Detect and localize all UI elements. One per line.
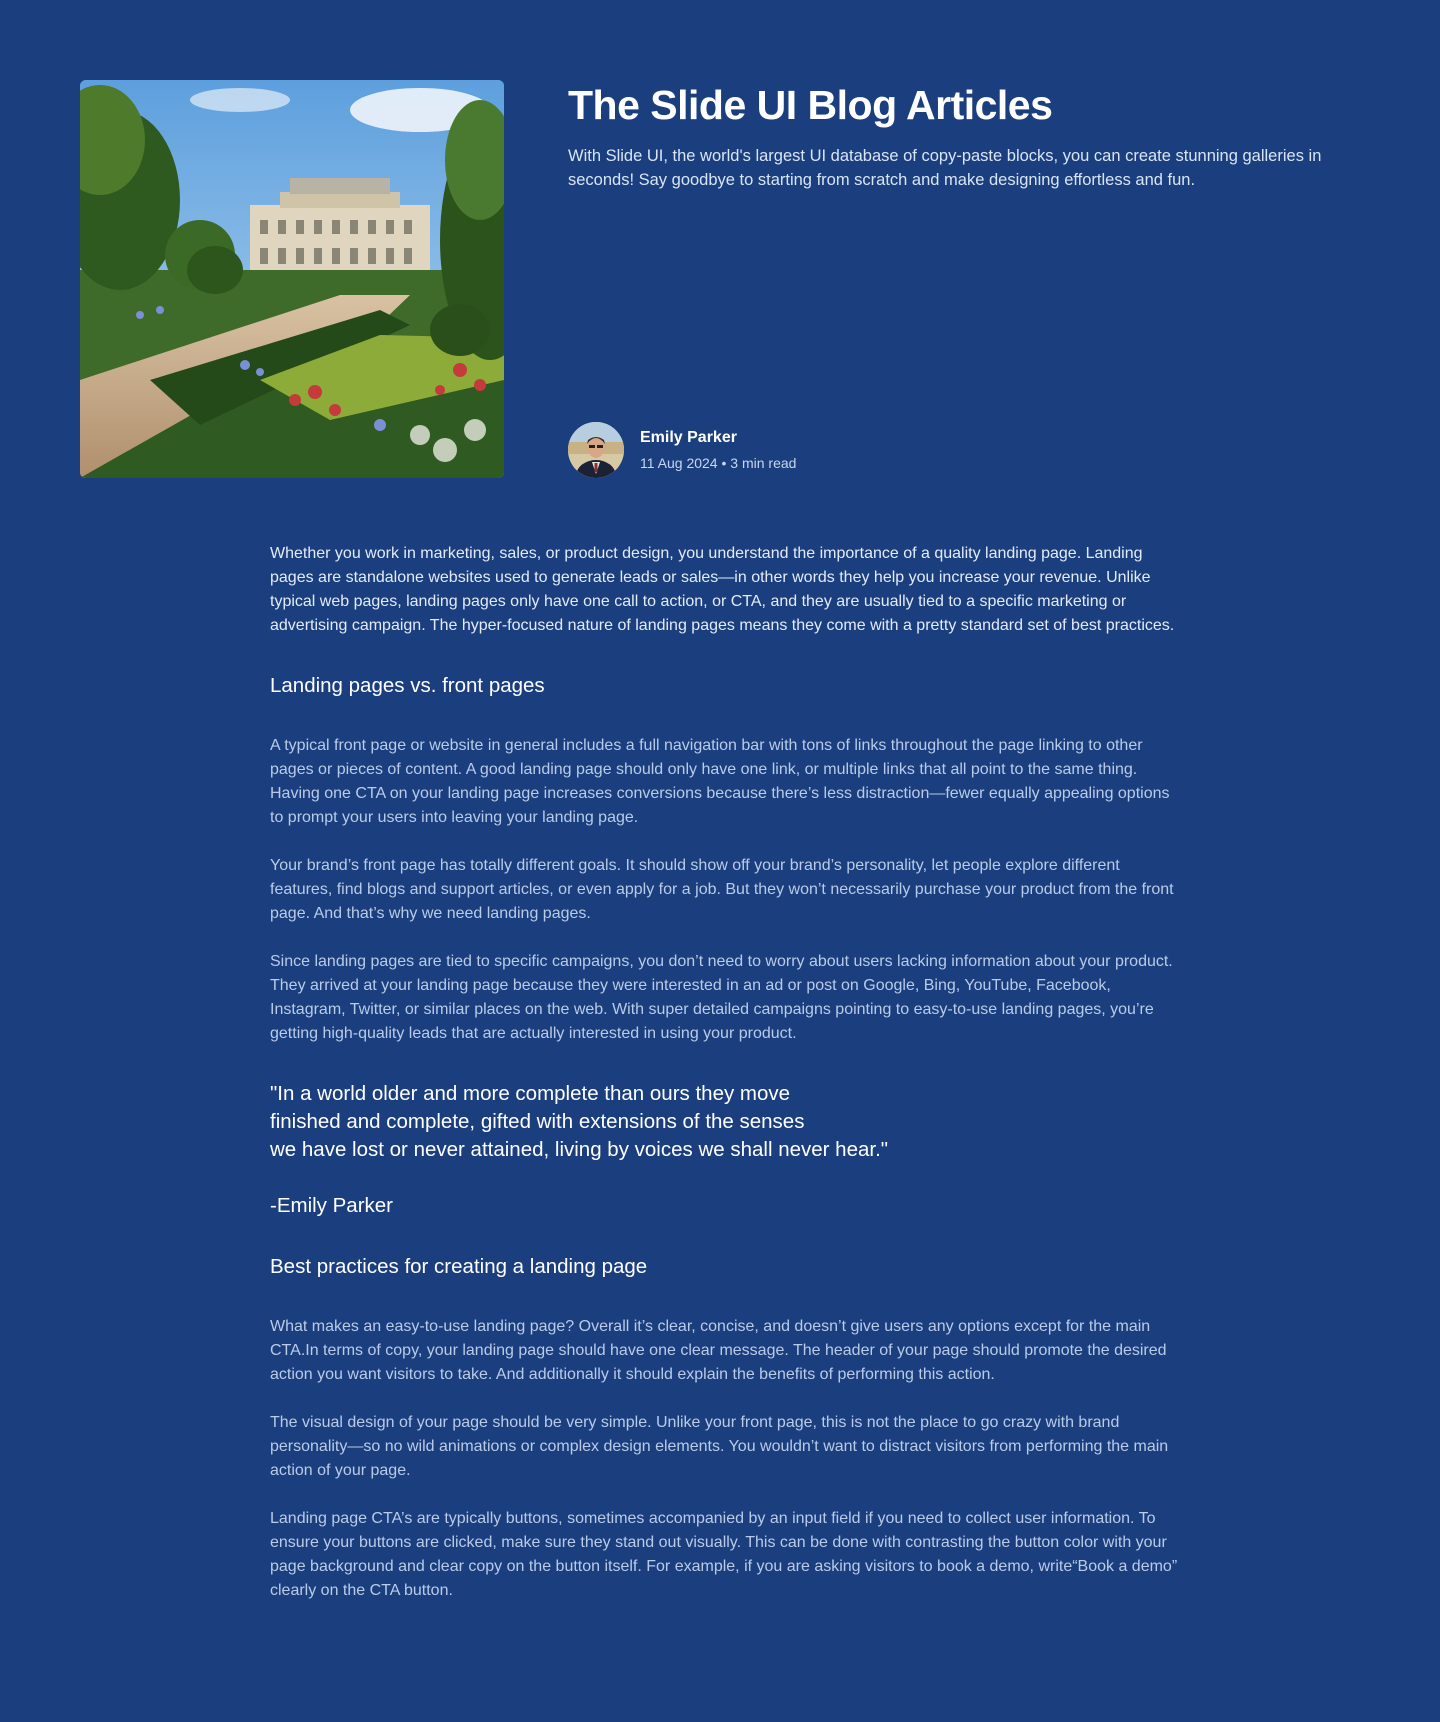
- quote-line: "In a world older and more complete than ours they move: [270, 1082, 791, 1105]
- article-hero: [80, 80, 1360, 478]
- article-paragraph: Landing page CTA’s are typically buttons, sometimes accompanied by an input field if you need to collect user information. To ensure your buttons are clicked, make sure they stand out visually. This can be done with contrasting the button color with your page background and clear copy on the button itself. For example, if you are asking visitors to book a demo, write“Book a demo” clearly on the CTA button.: [270, 1510, 1178, 1599]
- page-title: The Slide UI Blog Articles: [568, 82, 1053, 128]
- author-info: [640, 427, 796, 473]
- article-paragraph: Since landing pages are tied to specific campaigns, you don’t need to worry about users lacking information about your product. They arrived at your landing page because they were interested in an ad or post on Google, Bing, YouTube, Facebook, Instagram, Twitter, or similar places on the web. With super detailed campaigns pointing to easy-to-use landing pages, you’re getting high-quality leads that are actually interested in using your product.: [270, 953, 1173, 1042]
- quote-attribution: -Emily Parker: [270, 1194, 394, 1217]
- post-date: 11 Aug 2024: [640, 455, 718, 471]
- article-paragraph: Your brand’s front page has totally different goals. It should show off your brand’s personality, let people explore different features, find blogs and support articles, or even apply for a job. But they won’t necessarily purchase your product from the front page. And that’s why we need landing pages.: [270, 857, 1174, 922]
- article-intro: Whether you work in marketing, sales, or product design, you understand the importance of a quality landing page. Landing pages are standalone websites used to generate leads or sales—in other words they help you increase your revenue. Unlike typical web pages, landing pages only have one call to action, or CTA, and they are usually tied to a specific marketing or advertising campaign. The hyper-focused nature of landing pages means they come with a pretty standard set of best practices.: [270, 545, 1175, 634]
- post-meta: [640, 453, 796, 473]
- hero-description: With Slide UI, the world's largest UI database of copy-paste blocks, you can create stunning galleries in seconds! Say goodbye to starting from scratch and make designing effortless and fun.: [568, 147, 1322, 189]
- avatar[interactable]: [568, 422, 624, 478]
- hero-text: [568, 80, 1368, 192]
- meta-separator: •: [721, 455, 727, 471]
- section-heading: Landing pages vs. front pages: [270, 674, 545, 697]
- article-paragraph: What makes an easy-to-use landing page? Overall it’s clear, concise, and doesn’t give users any options except for the main CTA.In terms of copy, your landing page should have one clear message. The header of your page should promote the desired action you want visitors to take. And additionally it should explain the benefits of performing this action.: [270, 1318, 1167, 1383]
- section-heading: Best practices for creating a landing page: [270, 1255, 648, 1278]
- blockquote: [270, 1080, 1180, 1164]
- quote-line: we have lost or never attained, living by voices we shall never hear.": [270, 1138, 889, 1161]
- article-paragraph: The visual design of your page should be very simple. Unlike your front page, this is not the place to go crazy with brand personality—so no wild animations or complex design elements. You wouldn’t want to distract visitors from performing the main action of your page.: [270, 1414, 1169, 1479]
- article-paragraph: A typical front page or website in general includes a full navigation bar with tons of links throughout the page linking to other pages or pieces of content. A good landing page should only have one link, or multiple links that all point to the same thing. Having one CTA on your landing page increases conversions because there’s less distraction—fewer equally appealing options to prompt your users into leaving your landing page.: [270, 737, 1170, 826]
- quote-line: finished and complete, gifted with extensions of the senses: [270, 1110, 805, 1133]
- hero-image: [80, 80, 504, 478]
- read-time: 3 min read: [730, 455, 797, 471]
- garden-palace-image: [80, 80, 504, 478]
- author-avatar-icon: [568, 422, 624, 478]
- author-card: [568, 422, 796, 478]
- author-name[interactable]: Emily Parker: [640, 429, 737, 446]
- article-body: [270, 542, 1180, 1603]
